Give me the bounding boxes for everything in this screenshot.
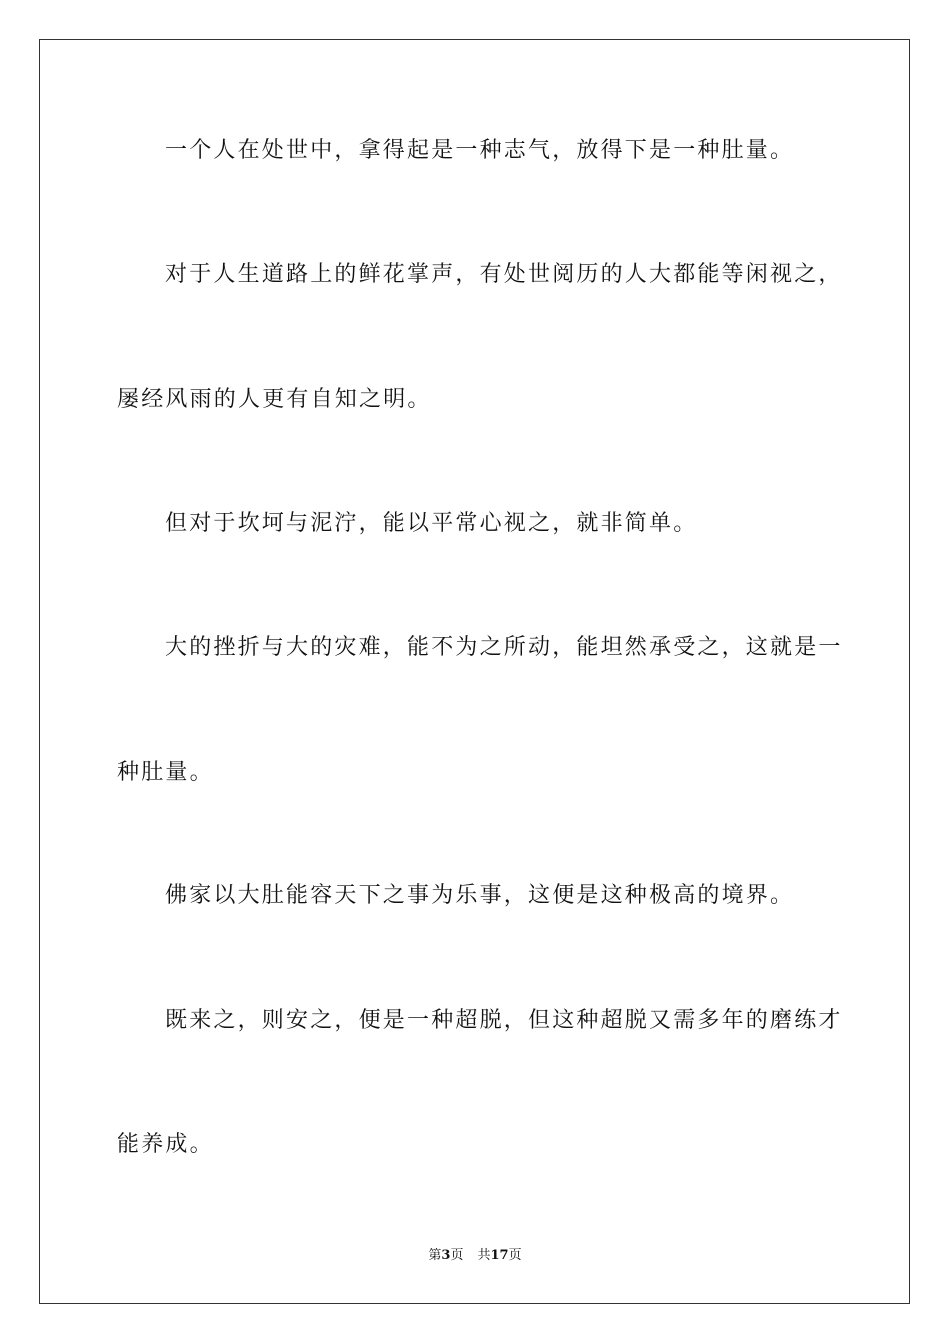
paragraph-line-5: 大的挫折与大的灾难，能不为之所动，能坦然承受之，这就是一 [165, 635, 843, 660]
footer-total-pages: 17 [490, 1248, 509, 1263]
page-border [39, 39, 910, 1304]
paragraph-line-3: 屡经风雨的人更有自知之明。 [117, 387, 432, 412]
paragraph-line-8: 既来之，则安之，便是一种超脱，但这种超脱又需多年的磨练才 [165, 1008, 843, 1033]
paragraph-line-7: 佛家以大肚能容天下之事为乐事，这便是这种极高的境界。 [165, 883, 795, 908]
paragraph-line-6: 种肚量。 [117, 760, 214, 785]
paragraph-line-2: 对于人生道路上的鲜花掌声，有处世阅历的人大都能等闲视之， [165, 262, 843, 287]
footer-page-prefix: 第 [428, 1248, 442, 1263]
footer-page-suffix: 页 [450, 1248, 464, 1263]
footer-total-suffix: 页 [508, 1248, 522, 1263]
page-footer [0, 1249, 950, 1262]
footer-page-number: 3 [441, 1248, 451, 1263]
paragraph-line-1: 一个人在处世中，拿得起是一种志气，放得下是一种肚量。 [165, 138, 795, 163]
paragraph-line-4: 但对于坎坷与泥泞，能以平常心视之，就非简单。 [165, 511, 698, 536]
footer-total-prefix: 共 [477, 1248, 491, 1263]
paragraph-line-9: 能养成。 [117, 1132, 214, 1157]
